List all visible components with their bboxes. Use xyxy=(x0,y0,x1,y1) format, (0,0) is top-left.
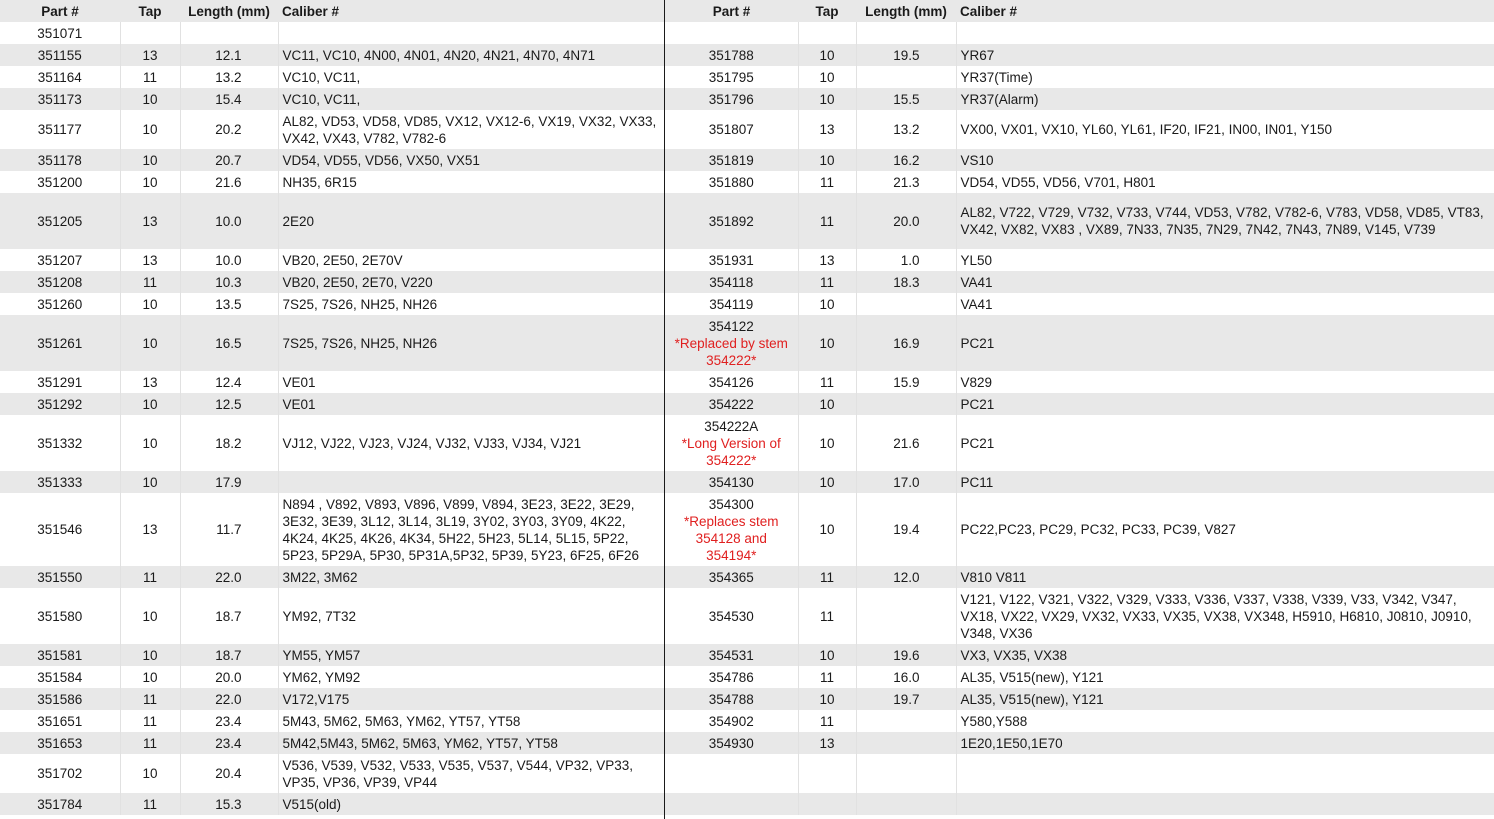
tap-cell: 11 xyxy=(120,732,180,754)
length-cell: 16.9 xyxy=(856,315,956,371)
tap-cell: 10 xyxy=(120,393,180,415)
table-row xyxy=(0,588,664,644)
tap-cell: 10 xyxy=(120,171,180,193)
part-number-cell: 351332 xyxy=(0,415,120,471)
length-cell: 12.1 xyxy=(180,44,278,66)
part-number-cell: 354788 xyxy=(665,688,798,710)
caliber-cell xyxy=(278,471,664,493)
table-row xyxy=(665,371,1494,393)
length-cell: 12.4 xyxy=(180,371,278,393)
length-cell xyxy=(856,732,956,754)
tap-cell: 13 xyxy=(120,44,180,66)
tap-cell: 13 xyxy=(120,193,180,249)
table-row xyxy=(665,271,1494,293)
part-number-cell: 351819 xyxy=(665,149,798,171)
table-row xyxy=(665,588,1494,644)
table-row xyxy=(0,193,664,249)
tap-cell xyxy=(798,22,856,44)
part-number-cell: 351581 xyxy=(0,644,120,666)
length-cell: 19.7 xyxy=(856,688,956,710)
table-row xyxy=(0,688,664,710)
length-cell: 21.3 xyxy=(856,171,956,193)
caliber-cell: N894 , V892, V893, V896, V899, V894, 3E23, 3E22, 3E29, 3E32, 3E39, 3L12, 3L14, 3L19, 3Y02, 3Y03, 3Y09, 4K22, 4K24, 4K25, 4K26, 4K34, 5H22, 5H23, 5L14, 5L15, 5P22, 5P23, 5P29A, 5P30, 5P31A,5P32, 5P39, 5Y23, 6F25, 6F26 xyxy=(278,493,664,566)
tap-cell xyxy=(798,754,856,793)
part-number-cell: 351261 xyxy=(0,315,120,371)
tap-cell: 10 xyxy=(798,471,856,493)
part-number-cell: 351177 xyxy=(0,110,120,149)
part-number-cell: 351807 xyxy=(665,110,798,149)
part-number-cell xyxy=(665,22,798,44)
table-row xyxy=(0,110,664,149)
caliber-cell: VD54, VD55, VD56, VX50, VX51 xyxy=(278,149,664,171)
table-row xyxy=(665,22,1494,44)
part-number-cell xyxy=(665,793,798,815)
caliber-cell: YL50 xyxy=(956,249,1494,271)
table-row xyxy=(665,44,1494,66)
part-number-cell: 351292 xyxy=(0,393,120,415)
left-stem-table xyxy=(0,0,664,815)
length-cell: 18.3 xyxy=(856,271,956,293)
caliber-cell xyxy=(956,22,1494,44)
caliber-cell: V121, V122, V321, V322, V329, V333, V336, V337, V338, V339, V33, V342, V347, VX18, VX22, VX29, VX32, VX33, VX35, VX38, VX348, H5910, H6810, J0810, J0910, V348, VX36 xyxy=(956,588,1494,644)
right-stem-table xyxy=(665,0,1494,815)
table-row xyxy=(665,732,1494,754)
length-cell: 20.7 xyxy=(180,149,278,171)
caliber-cell: VS10 xyxy=(956,149,1494,171)
caliber-cell: VE01 xyxy=(278,393,664,415)
part-number-cell: 354126 xyxy=(665,371,798,393)
tap-cell: 11 xyxy=(798,588,856,644)
part-number-cell: 351260 xyxy=(0,293,120,315)
length-cell: 20.4 xyxy=(180,754,278,793)
part-number-cell xyxy=(665,493,798,566)
caliber-cell: AL82, V722, V729, V732, V733, V744, VD53, V782, V782-6, V783, VD58, VD85, VT83, VX42, VX82, VX83 , VX89, 7N33, 7N35, 7N29, 7N42, 7N43, 7N89, V145, V739 xyxy=(956,193,1494,249)
caliber-cell: YR37(Time) xyxy=(956,66,1494,88)
length-cell: 22.0 xyxy=(180,566,278,588)
left-table-body xyxy=(0,22,664,815)
part-number-cell: 351892 xyxy=(665,193,798,249)
part-number-cell: 351784 xyxy=(0,793,120,815)
replacement-note: *Replaced by stem 354222* xyxy=(674,335,788,368)
length-cell: 15.3 xyxy=(180,793,278,815)
table-row xyxy=(0,754,664,793)
table-row xyxy=(665,88,1494,110)
part-number-cell: 351931 xyxy=(665,249,798,271)
tap-cell: 10 xyxy=(120,415,180,471)
tap-cell: 10 xyxy=(120,666,180,688)
table-row xyxy=(665,393,1494,415)
length-cell: 20.0 xyxy=(856,193,956,249)
part-number-cell: 351796 xyxy=(665,88,798,110)
tap-cell: 11 xyxy=(798,271,856,293)
part-number-cell: 354786 xyxy=(665,666,798,688)
part-number-cell: 351795 xyxy=(665,66,798,88)
length-cell: 16.2 xyxy=(856,149,956,171)
table-row xyxy=(0,149,664,171)
length-cell: 13.5 xyxy=(180,293,278,315)
caliber-cell: 1E20,1E50,1E70 xyxy=(956,732,1494,754)
length-cell: 13.2 xyxy=(856,110,956,149)
caliber-cell: AL35, V515(new), Y121 xyxy=(956,666,1494,688)
tap-cell: 13 xyxy=(120,249,180,271)
length-cell: 15.9 xyxy=(856,371,956,393)
part-number-cell: 351173 xyxy=(0,88,120,110)
caliber-cell: YR37(Alarm) xyxy=(956,88,1494,110)
length-cell: 21.6 xyxy=(180,171,278,193)
part-number-cell: 354365 xyxy=(665,566,798,588)
part-number-cell: 351208 xyxy=(0,271,120,293)
table-row xyxy=(665,566,1494,588)
length-cell: 1.0 xyxy=(856,249,956,271)
caliber-cell: PC22,PC23, PC29, PC32, PC33, PC39, V827 xyxy=(956,493,1494,566)
caliber-cell: VA41 xyxy=(956,271,1494,293)
right-table-body xyxy=(665,22,1494,815)
length-cell: 23.4 xyxy=(180,710,278,732)
table-row xyxy=(665,793,1494,815)
table-row xyxy=(0,66,664,88)
length-cell: 17.9 xyxy=(180,471,278,493)
length-cell xyxy=(856,22,956,44)
caliber-cell: YR67 xyxy=(956,44,1494,66)
length-cell: 20.2 xyxy=(180,110,278,149)
tap-cell: 10 xyxy=(798,44,856,66)
part-number-cell: 351580 xyxy=(0,588,120,644)
caliber-cell: PC21 xyxy=(956,415,1494,471)
table-row xyxy=(665,249,1494,271)
table-row xyxy=(0,710,664,732)
table-row xyxy=(0,393,664,415)
table-row xyxy=(0,171,664,193)
length-cell: 13.2 xyxy=(180,66,278,88)
length-cell: 15.4 xyxy=(180,88,278,110)
part-number-cell: 351200 xyxy=(0,171,120,193)
part-number-cell: 351207 xyxy=(0,249,120,271)
length-cell: 18.7 xyxy=(180,644,278,666)
caliber-cell: 5M43, 5M62, 5M63, YM62, YT57, YT58 xyxy=(278,710,664,732)
part-number-cell: 354130 xyxy=(665,471,798,493)
part-number-cell: 351702 xyxy=(0,754,120,793)
length-cell xyxy=(856,293,956,315)
length-cell: 10.3 xyxy=(180,271,278,293)
caliber-cell: AL82, VD53, VD58, VD85, VX12, VX12-6, VX19, VX32, VX33, VX42, VX43, V782, V782-6 xyxy=(278,110,664,149)
table-row xyxy=(665,688,1494,710)
tap-cell: 11 xyxy=(798,371,856,393)
caliber-cell xyxy=(278,22,664,44)
tap-cell: 11 xyxy=(798,193,856,249)
part-number-cell: 351333 xyxy=(0,471,120,493)
tap-cell: 10 xyxy=(120,149,180,171)
table-row xyxy=(0,566,664,588)
tap-cell: 10 xyxy=(798,88,856,110)
length-cell: 11.7 xyxy=(180,493,278,566)
tap-cell: 10 xyxy=(798,393,856,415)
length-cell: 12.0 xyxy=(856,566,956,588)
part-number-cell: 354930 xyxy=(665,732,798,754)
part-number-cell: 351155 xyxy=(0,44,120,66)
table-row xyxy=(0,793,664,815)
part-header: Part # xyxy=(0,0,120,22)
part-number-cell: 354530 xyxy=(665,588,798,644)
tap-cell: 10 xyxy=(798,315,856,371)
length-header: Length (mm) xyxy=(856,0,956,22)
part-number: 354300 xyxy=(708,496,754,512)
table-row xyxy=(0,315,664,371)
tap-cell: 13 xyxy=(798,732,856,754)
table-row xyxy=(0,22,664,44)
tap-cell xyxy=(798,793,856,815)
part-number-cell: 351178 xyxy=(0,149,120,171)
length-cell: 10.0 xyxy=(180,249,278,271)
length-cell xyxy=(856,66,956,88)
table-row xyxy=(665,193,1494,249)
caliber-cell: VX00, VX01, VX10, YL60, YL61, IF20, IF21, IN00, IN01, Y150 xyxy=(956,110,1494,149)
caliber-cell: VC11, VC10, 4N00, 4N01, 4N20, 4N21, 4N70, 4N71 xyxy=(278,44,664,66)
tap-cell: 10 xyxy=(798,688,856,710)
part-number-cell: 351071 xyxy=(0,22,120,44)
length-cell: 19.5 xyxy=(856,44,956,66)
caliber-cell: PC21 xyxy=(956,393,1494,415)
caliber-header: Caliber # xyxy=(278,0,664,22)
length-cell xyxy=(856,793,956,815)
length-cell: 18.2 xyxy=(180,415,278,471)
length-cell: 18.7 xyxy=(180,588,278,644)
tap-cell: 10 xyxy=(798,149,856,171)
length-cell: 12.5 xyxy=(180,393,278,415)
tap-cell: 13 xyxy=(120,493,180,566)
table-row xyxy=(665,710,1494,732)
caliber-cell: PC11 xyxy=(956,471,1494,493)
tap-cell: 10 xyxy=(798,415,856,471)
caliber-cell: V536, V539, V532, V533, V535, V537, V544, VP32, VP33, VP35, VP36, VP39, VP44 xyxy=(278,754,664,793)
table-row xyxy=(0,471,664,493)
table-row xyxy=(665,110,1494,149)
tap-cell: 10 xyxy=(120,315,180,371)
caliber-cell: PC21 xyxy=(956,315,1494,371)
length-cell: 15.5 xyxy=(856,88,956,110)
table-row xyxy=(665,315,1494,371)
caliber-cell: 5M42,5M43, 5M62, 5M63, YM62, YT57, YT58 xyxy=(278,732,664,754)
part-number-cell: 351653 xyxy=(0,732,120,754)
table-row xyxy=(665,493,1494,566)
caliber-cell: V515(old) xyxy=(278,793,664,815)
part-number-cell: 351586 xyxy=(0,688,120,710)
part-header: Part # xyxy=(665,0,798,22)
table-row xyxy=(665,415,1494,471)
tap-cell: 11 xyxy=(798,566,856,588)
tap-cell: 10 xyxy=(120,754,180,793)
caliber-cell: V829 xyxy=(956,371,1494,393)
caliber-cell: VD54, VD55, VD56, V701, H801 xyxy=(956,171,1494,193)
caliber-cell: YM62, YM92 xyxy=(278,666,664,688)
table-row xyxy=(0,371,664,393)
caliber-cell: V810 V811 xyxy=(956,566,1494,588)
length-cell xyxy=(856,588,956,644)
tap-cell: 10 xyxy=(120,588,180,644)
tap-cell: 10 xyxy=(120,293,180,315)
table-row xyxy=(0,88,664,110)
caliber-cell: 2E20 xyxy=(278,193,664,249)
part-number-cell: 351880 xyxy=(665,171,798,193)
part-number-cell: 351651 xyxy=(0,710,120,732)
table-row xyxy=(665,293,1494,315)
tap-cell: 11 xyxy=(798,710,856,732)
table-row xyxy=(665,171,1494,193)
part-number-cell: 351205 xyxy=(0,193,120,249)
caliber-cell: VJ12, VJ22, VJ23, VJ24, VJ32, VJ33, VJ34, VJ21 xyxy=(278,415,664,471)
length-cell: 23.4 xyxy=(180,732,278,754)
length-cell: 22.0 xyxy=(180,688,278,710)
tap-cell: 11 xyxy=(120,271,180,293)
part-number-cell: 351584 xyxy=(0,666,120,688)
length-cell: 17.0 xyxy=(856,471,956,493)
right-header-row xyxy=(665,0,1494,22)
caliber-cell: VE01 xyxy=(278,371,664,393)
tap-header: Tap xyxy=(120,0,180,22)
part-number-cell xyxy=(665,754,798,793)
length-cell: 20.0 xyxy=(180,666,278,688)
table-row xyxy=(0,271,664,293)
tap-cell: 10 xyxy=(798,644,856,666)
caliber-cell: Y580,Y588 xyxy=(956,710,1494,732)
part-number: 354222A xyxy=(704,418,759,434)
tap-cell: 13 xyxy=(120,371,180,393)
tap-cell: 13 xyxy=(798,110,856,149)
table-row xyxy=(665,471,1494,493)
part-number-cell: 354119 xyxy=(665,293,798,315)
part-number-cell: 354902 xyxy=(665,710,798,732)
caliber-cell: VX3, VX35, VX38 xyxy=(956,644,1494,666)
tap-cell: 13 xyxy=(798,249,856,271)
length-cell: 21.6 xyxy=(856,415,956,471)
part-number-cell: 354531 xyxy=(665,644,798,666)
caliber-cell: VC10, VC11, xyxy=(278,88,664,110)
caliber-cell: V172,V175 xyxy=(278,688,664,710)
right-table-panel xyxy=(665,0,1494,819)
tap-cell: 10 xyxy=(798,293,856,315)
tap-cell: 11 xyxy=(120,710,180,732)
tap-cell: 11 xyxy=(120,793,180,815)
table-row xyxy=(0,293,664,315)
caliber-cell: YM92, 7T32 xyxy=(278,588,664,644)
tap-cell: 10 xyxy=(120,471,180,493)
caliber-cell: VB20, 2E50, 2E70, V220 xyxy=(278,271,664,293)
table-row xyxy=(0,249,664,271)
left-header-row xyxy=(0,0,664,22)
table-row xyxy=(0,44,664,66)
table-row xyxy=(665,644,1494,666)
table-row xyxy=(0,644,664,666)
tap-cell: 10 xyxy=(120,88,180,110)
length-cell: 19.6 xyxy=(856,644,956,666)
caliber-header: Caliber # xyxy=(956,0,1494,22)
length-cell xyxy=(856,710,956,732)
length-cell: 10.0 xyxy=(180,193,278,249)
length-header: Length (mm) xyxy=(180,0,278,22)
table-row xyxy=(0,415,664,471)
length-cell: 16.0 xyxy=(856,666,956,688)
caliber-cell xyxy=(956,793,1494,815)
caliber-cell: 3M22, 3M62 xyxy=(278,566,664,588)
caliber-cell: AL35, V515(new), Y121 xyxy=(956,688,1494,710)
length-cell: 16.5 xyxy=(180,315,278,371)
caliber-cell: 7S25, 7S26, NH25, NH26 xyxy=(278,315,664,371)
tap-cell: 11 xyxy=(120,566,180,588)
tap-cell: 11 xyxy=(798,666,856,688)
caliber-cell: YM55, YM57 xyxy=(278,644,664,666)
table-row xyxy=(0,666,664,688)
left-table-panel xyxy=(0,0,665,819)
part-number-cell xyxy=(665,415,798,471)
length-cell xyxy=(180,22,278,44)
part-number-cell: 354118 xyxy=(665,271,798,293)
part-number-cell: 351550 xyxy=(0,566,120,588)
caliber-cell: VC10, VC11, xyxy=(278,66,664,88)
tap-cell: 10 xyxy=(120,644,180,666)
part-number: 354122 xyxy=(708,318,754,334)
replacement-note: *Replaces stem 354128 and 354194* xyxy=(683,513,779,563)
caliber-cell xyxy=(956,754,1494,793)
part-number-cell: 351546 xyxy=(0,493,120,566)
table-row xyxy=(665,149,1494,171)
tap-cell: 10 xyxy=(798,493,856,566)
table-row xyxy=(0,493,664,566)
tap-cell: 11 xyxy=(120,66,180,88)
table-row xyxy=(0,732,664,754)
length-cell: 19.4 xyxy=(856,493,956,566)
tap-cell: 10 xyxy=(120,110,180,149)
tap-cell: 11 xyxy=(120,688,180,710)
length-cell xyxy=(856,393,956,415)
length-cell xyxy=(856,754,956,793)
part-number-cell xyxy=(665,315,798,371)
caliber-cell: NH35, 6R15 xyxy=(278,171,664,193)
part-number-cell: 354222 xyxy=(665,393,798,415)
caliber-cell: VB20, 2E50, 2E70V xyxy=(278,249,664,271)
replacement-note: *Long Version of 354222* xyxy=(681,435,781,468)
part-number-cell: 351164 xyxy=(0,66,120,88)
tap-cell: 11 xyxy=(798,171,856,193)
tap-cell xyxy=(120,22,180,44)
table-row xyxy=(665,66,1494,88)
table-row xyxy=(665,754,1494,793)
part-number-cell: 351291 xyxy=(0,371,120,393)
tap-header: Tap xyxy=(798,0,856,22)
part-number-cell: 351788 xyxy=(665,44,798,66)
tap-cell: 10 xyxy=(798,66,856,88)
caliber-cell: VA41 xyxy=(956,293,1494,315)
caliber-cell: 7S25, 7S26, NH25, NH26 xyxy=(278,293,664,315)
table-row xyxy=(665,666,1494,688)
